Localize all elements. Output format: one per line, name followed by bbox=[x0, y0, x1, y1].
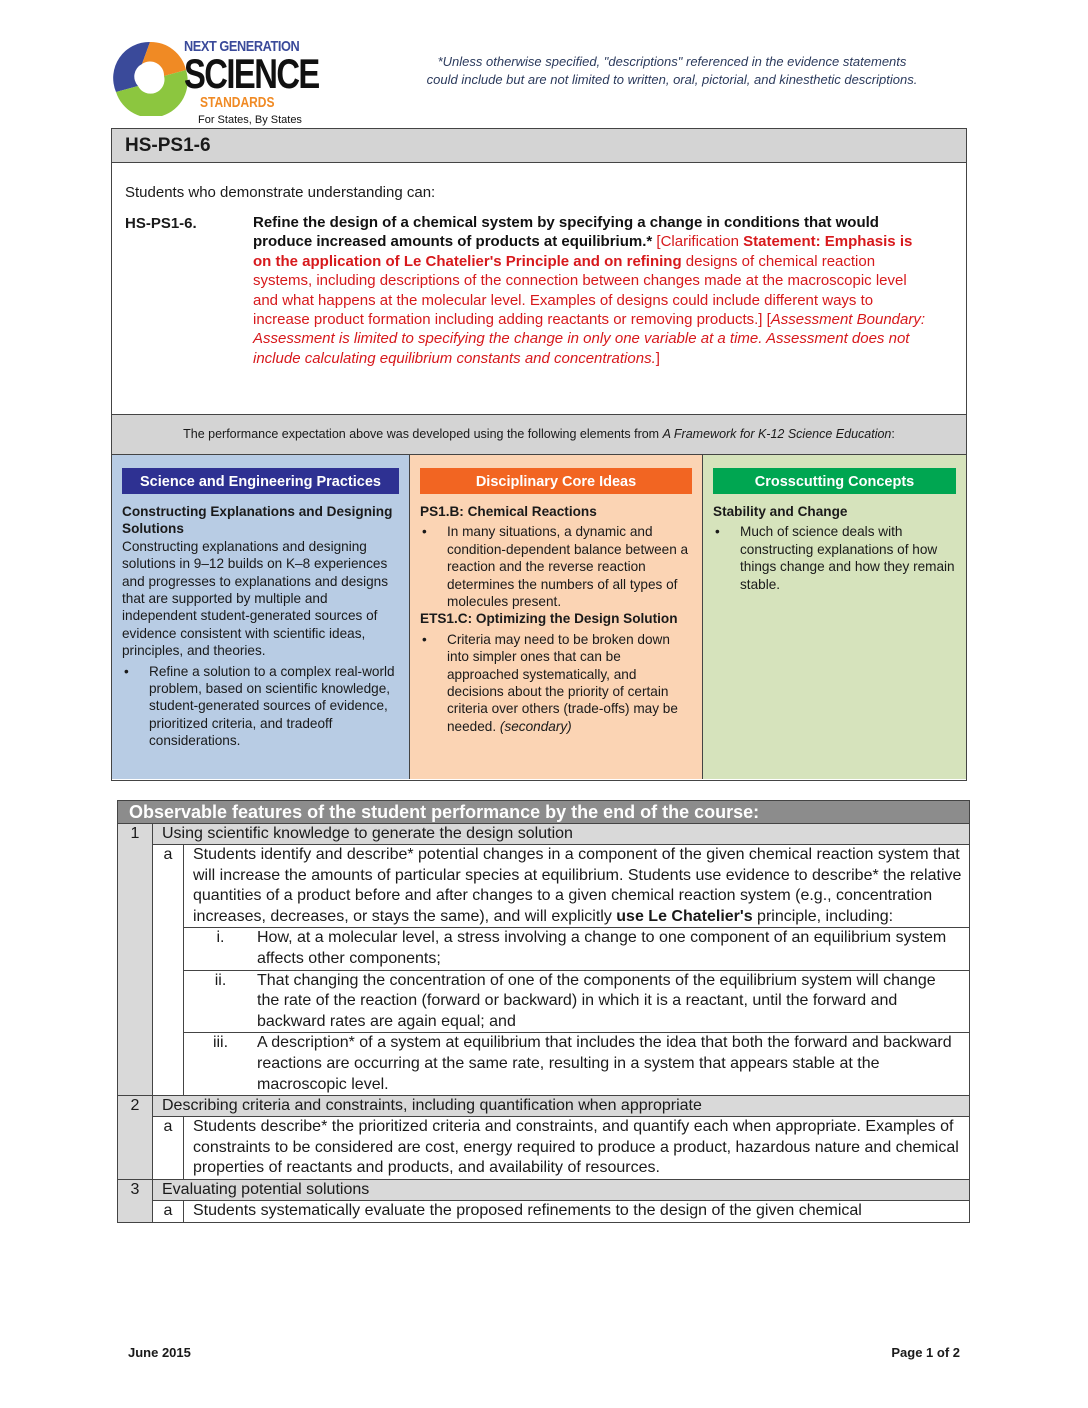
sub-item-row bbox=[184, 970, 969, 1033]
item-letter: a bbox=[153, 845, 184, 1095]
disclaimer-line-2: could include but are not limited to written, oral, pictorial, and kinesthetic descriptions. bbox=[426, 72, 918, 87]
pe-intro: Students who demonstrate understanding can: bbox=[125, 184, 436, 201]
dci-bullet-text-2 bbox=[447, 631, 692, 735]
item-text: Students systematically evaluate the proposed refinements to the design of the given chemical bbox=[193, 1201, 862, 1219]
pe-code: HS-PS1-6. bbox=[125, 215, 197, 232]
section-number: 2 bbox=[118, 1096, 153, 1179]
pe-statement bbox=[253, 213, 933, 368]
assessment-close: ] bbox=[655, 349, 660, 367]
item-text: Students describe* the prioritized criteria and constraints, and quantify each when appropriate. Examples of constraints to be considered are cost, energy required to produce a product, hazardous nature and chemical properties of reactants and products, and availability of resources. bbox=[193, 1118, 959, 1177]
item-letter: a bbox=[153, 1201, 184, 1222]
cc-column bbox=[703, 455, 966, 779]
item-body bbox=[184, 1201, 969, 1222]
item-text-after: principle, including: bbox=[752, 907, 894, 925]
item-row bbox=[153, 1201, 969, 1222]
disclaimer-line-1: *Unless otherwise specified, "descriptions" referenced in the evidence statements bbox=[437, 54, 907, 69]
item-text-main: Students identify and describe* potential changes in a component of the given chemical reaction system that will increase the amounts of particular species at equilibrium. Students use evidence to describe* the relative quantities of a product before and after changes to a given chemical reaction system (e.g., concentration increases, decreases, or stays the same), and will explicitly bbox=[193, 846, 962, 925]
sub-item-text: A description* of a system at equilibrium that includes the idea that both the forward and backward reactions are occurring at the same rate, resulting in a system that appears stable at the macroscopic level. bbox=[257, 1034, 952, 1093]
bullet-icon: • bbox=[124, 663, 129, 679]
cc-bullet bbox=[713, 523, 956, 593]
sep-column bbox=[112, 455, 410, 779]
section-body bbox=[153, 1180, 969, 1222]
section-number: 3 bbox=[118, 1180, 153, 1222]
observable-header: Observable features of the student performance by the end of the course: bbox=[118, 801, 969, 824]
section-number: 1 bbox=[118, 824, 153, 1095]
item-body bbox=[184, 845, 969, 1095]
bullet-icon: • bbox=[422, 524, 427, 540]
logo-line-1: NEXT GENERATION bbox=[184, 38, 300, 55]
item-row bbox=[153, 1117, 969, 1179]
pe-body bbox=[112, 163, 966, 415]
section-body bbox=[153, 824, 969, 1095]
logo-line-3: STANDARDS bbox=[200, 94, 275, 111]
dci-bullet-2-body: Criteria may need to be broken down into simpler ones that can be approached systematically, and decisions about the priority of certain criteria over others (trade-offs) may be needed. bbox=[447, 631, 678, 734]
item-letter: a bbox=[153, 1117, 184, 1179]
dci-bullet-1 bbox=[420, 523, 692, 610]
sub-item-number: ii. bbox=[214, 971, 227, 989]
footer-date: June 2015 bbox=[128, 1345, 191, 1360]
footer-page-number: Page 1 of 2 bbox=[891, 1345, 960, 1360]
sep-subheading: Constructing Explanations and Designing Solutions bbox=[122, 504, 393, 537]
section-2 bbox=[118, 1096, 969, 1180]
section-3 bbox=[118, 1180, 969, 1222]
item-body bbox=[184, 1117, 969, 1179]
pe-title: HS-PS1-6 bbox=[112, 129, 966, 163]
bullet-icon: • bbox=[715, 524, 720, 540]
section-body bbox=[153, 1096, 969, 1179]
section-title: Using scientific knowledge to generate the design solution bbox=[153, 824, 969, 845]
clarification-statement: designs of chemical reaction systems, including descriptions of the connection between changes made at the macroscopic level and what happens at the molecular level. Examples of designs could include different ways to increase product formation including adding reactants or removing products.] [ bbox=[253, 252, 907, 329]
sub-item-text: How, at a molecular level, a stress involving a change to one component of an equilibrium system affects other components; bbox=[257, 929, 947, 967]
assessment-boundary: Assessment Boundary: Assessment is limited to specifying the change in only one variable at a time. Assessment does not include calculating equilibrium constants and concentrations. bbox=[253, 311, 926, 367]
item-text-bold: use Le Chatelier's bbox=[616, 907, 753, 925]
framework-title: A Framework for K-12 Science Education bbox=[662, 427, 892, 441]
dci-subheading-1: PS1.B: Chemical Reactions bbox=[420, 504, 597, 519]
sub-item-number: i. bbox=[216, 929, 225, 947]
framework-note-suffix: : bbox=[891, 427, 895, 441]
sub-item-row bbox=[184, 927, 969, 969]
framework-note bbox=[112, 415, 966, 455]
section-title: Evaluating potential solutions bbox=[153, 1180, 969, 1201]
dci-column bbox=[410, 455, 703, 779]
section-1 bbox=[118, 824, 969, 1096]
cc-subheading: Stability and Change bbox=[713, 504, 848, 519]
logo-line-2: SCIENCE bbox=[184, 50, 319, 97]
section-title: Describing criteria and constraints, including quantification when appropriate bbox=[153, 1096, 969, 1117]
secondary-note: (secondary) bbox=[499, 718, 572, 734]
ngss-ring-icon bbox=[112, 40, 188, 116]
dci-bullet-text-1: In many situations, a dynamic and condition-dependent balance between a reaction and the reverse reaction determines the numbers of all types of molecules present. bbox=[447, 524, 689, 610]
cc-bullet-text: Much of science deals with constructing explanations of how things change and how they remain stable. bbox=[740, 524, 955, 592]
clarification-bold: Statement: Emphasis is on the application of Le Chatelier's Principle and on refining bbox=[253, 233, 913, 270]
foundation-columns bbox=[112, 455, 966, 779]
sub-item-row bbox=[184, 1032, 969, 1095]
pe-main-statement: Refine the design of a chemical system by specifying a change in conditions that would produce increased amounts of products at equilibrium.* bbox=[253, 214, 879, 251]
dci-bullet-2 bbox=[420, 631, 692, 735]
performance-expectation-box bbox=[111, 128, 967, 781]
pe-statement-row bbox=[125, 213, 953, 368]
dci-subheading-2: ETS1.C: Optimizing the Design Solution bbox=[420, 611, 678, 627]
clarification-prefix: [Clarification bbox=[652, 233, 744, 251]
observable-features-table bbox=[117, 800, 970, 1223]
cc-header: Crosscutting Concepts bbox=[713, 468, 956, 494]
logo-tagline: For States, By States bbox=[198, 114, 302, 126]
sep-bullet-text: Refine a solution to a complex real-world problem, based on scientific knowledge, student-generated sources of evidence, prioritized criteria, and tradeoff considerations. bbox=[149, 663, 395, 749]
bullet-icon: • bbox=[422, 631, 427, 647]
descriptions-disclaimer bbox=[392, 53, 952, 89]
sub-item-number: iii. bbox=[212, 1034, 229, 1052]
item-row bbox=[153, 845, 969, 1095]
ngss-logo bbox=[112, 36, 319, 128]
framework-note-text: The performance expectation above was developed using the following elements from bbox=[183, 427, 663, 441]
dci-header: Disciplinary Core Ideas bbox=[420, 468, 692, 494]
sep-header: Science and Engineering Practices bbox=[122, 468, 399, 494]
item-text bbox=[184, 845, 969, 927]
sep-bullet bbox=[122, 663, 399, 750]
sep-description: Constructing explanations and designing solutions in 9–12 builds on K–8 experiences and progresses to explanations and designs that are supported by multiple and independent student-generated sources of evidence consistent with scientific ideas, principles, and theories. bbox=[122, 538, 389, 659]
sub-item-text: That changing the concentration of one of the components of the equilibrium system will change the rate of the reaction (forward or backward) in which it is a reactant, until the forward and backward rates are again equal; and bbox=[257, 971, 936, 1030]
